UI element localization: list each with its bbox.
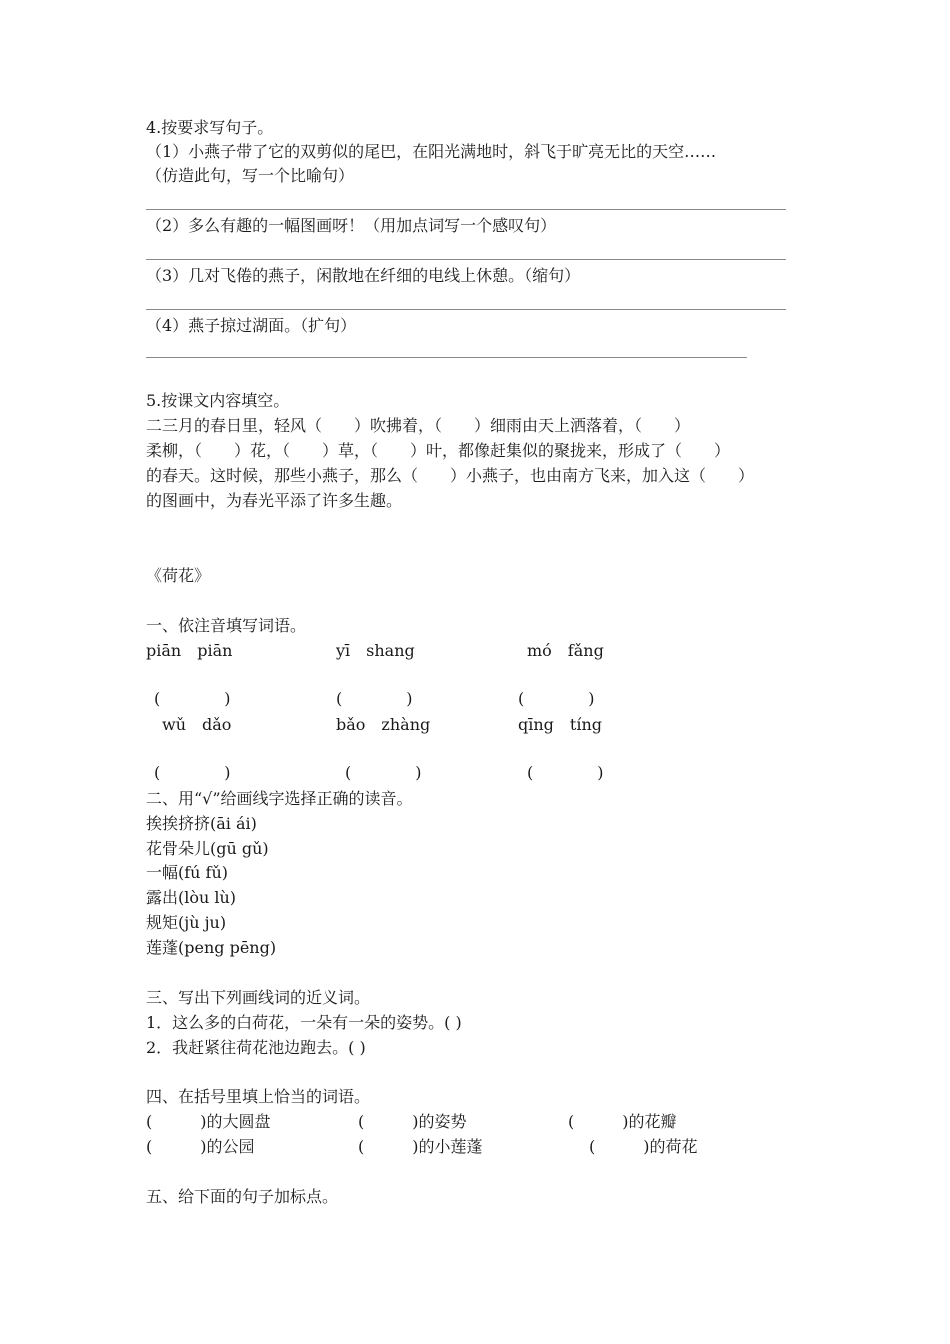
part-2-heading: 二、用“√”给画线字选择正确的读音。: [146, 789, 413, 808]
reading-choice-item[interactable]: 挨挨挤挤(āi ái): [146, 814, 257, 833]
blank-parens[interactable]: ( ): [527, 763, 604, 782]
fill-passage-line: 的春天。这时候，那些小燕子，那么（ ）小燕子，也由南方飞来，加入这（ ）: [146, 466, 755, 485]
synonym-item[interactable]: 1．这么多的白荷花，一朵有一朵的姿势。( ): [146, 1013, 462, 1032]
reading-choice-item[interactable]: 花骨朵儿(gū gǔ): [146, 839, 269, 858]
pinyin: wǔ dǎo: [162, 715, 232, 734]
blank-parens[interactable]: ( ): [154, 689, 231, 708]
fill-word-item[interactable]: ( )的姿势: [358, 1112, 467, 1131]
blank-parens[interactable]: ( ): [336, 689, 413, 708]
answer-line-3[interactable]: [146, 309, 786, 310]
pinyin: yī shang: [336, 641, 415, 660]
part-1-heading: 一、依注音填写词语。: [146, 616, 307, 635]
reading-choice-item[interactable]: 露出(lòu lù): [146, 888, 237, 907]
section-5-heading: 5.按课文内容填空。: [146, 391, 290, 410]
reading-choice-item[interactable]: 规矩(jù ju): [146, 913, 227, 932]
pinyin: qīng tíng: [518, 715, 603, 734]
pinyin: mó fǎng: [527, 641, 604, 660]
blank-parens[interactable]: ( ): [154, 763, 231, 782]
answer-line-1[interactable]: [146, 209, 786, 210]
fill-word-item[interactable]: ( )的大圆盘: [146, 1112, 271, 1131]
lesson-title: 《荷花》: [146, 566, 211, 585]
reading-choice-item[interactable]: 莲蓬(peng pēng): [146, 938, 277, 957]
fill-passage-line: 柔柳，（ ）花，（ ）草，（ ）叶，都像赶集似的聚拢来，形成了（ ）: [146, 441, 731, 460]
part-4-heading: 四、在括号里填上恰当的词语。: [146, 1087, 371, 1106]
blank-parens[interactable]: ( ): [518, 689, 595, 708]
question-1-text: （1）小燕子带了它的双剪似的尾巴，在阳光满地时，斜飞于旷亮无比的天空……: [146, 142, 717, 161]
synonym-item[interactable]: 2．我赶紧往荷花池边跑去。( ): [146, 1038, 366, 1057]
question-4-text: （4）燕子掠过湖面。（扩句）: [146, 316, 357, 335]
fill-word-item[interactable]: ( )的小莲蓬: [358, 1137, 483, 1156]
fill-word-item[interactable]: ( )的花瓣: [568, 1112, 677, 1131]
fill-word-item[interactable]: ( )的荷花: [589, 1137, 698, 1156]
part-3-heading: 三、写出下列画线词的近义词。: [146, 988, 371, 1007]
pinyin: bǎo zhàng: [336, 715, 431, 734]
part-5-heading: 五、给下面的句子加标点。: [146, 1187, 339, 1206]
answer-line-4[interactable]: [146, 357, 747, 358]
fill-passage-line: 二三月的春日里，轻风（ ）吹拂着，（ ）细雨由天上洒落着，（ ）: [146, 416, 691, 435]
question-2-text: （2）多么有趣的一幅图画呀！（用加点词写一个感叹句）: [146, 216, 557, 235]
fill-passage-line: 的图画中，为春光平添了许多生趣。: [146, 491, 403, 510]
question-3-text: （3）几对飞倦的燕子，闲散地在纤细的电线上休憩。（缩句）: [146, 266, 581, 285]
pinyin: piān piān: [146, 641, 233, 660]
blank-parens[interactable]: ( ): [345, 763, 422, 782]
section-4-heading: 4.按要求写句子。: [146, 118, 274, 137]
reading-choice-item[interactable]: 一幅(fú fǔ): [146, 863, 229, 882]
question-1-instruction: （仿造此句，写一个比喻句）: [146, 166, 355, 185]
fill-word-item[interactable]: ( )的公园: [146, 1137, 255, 1156]
answer-line-2[interactable]: [146, 259, 786, 260]
